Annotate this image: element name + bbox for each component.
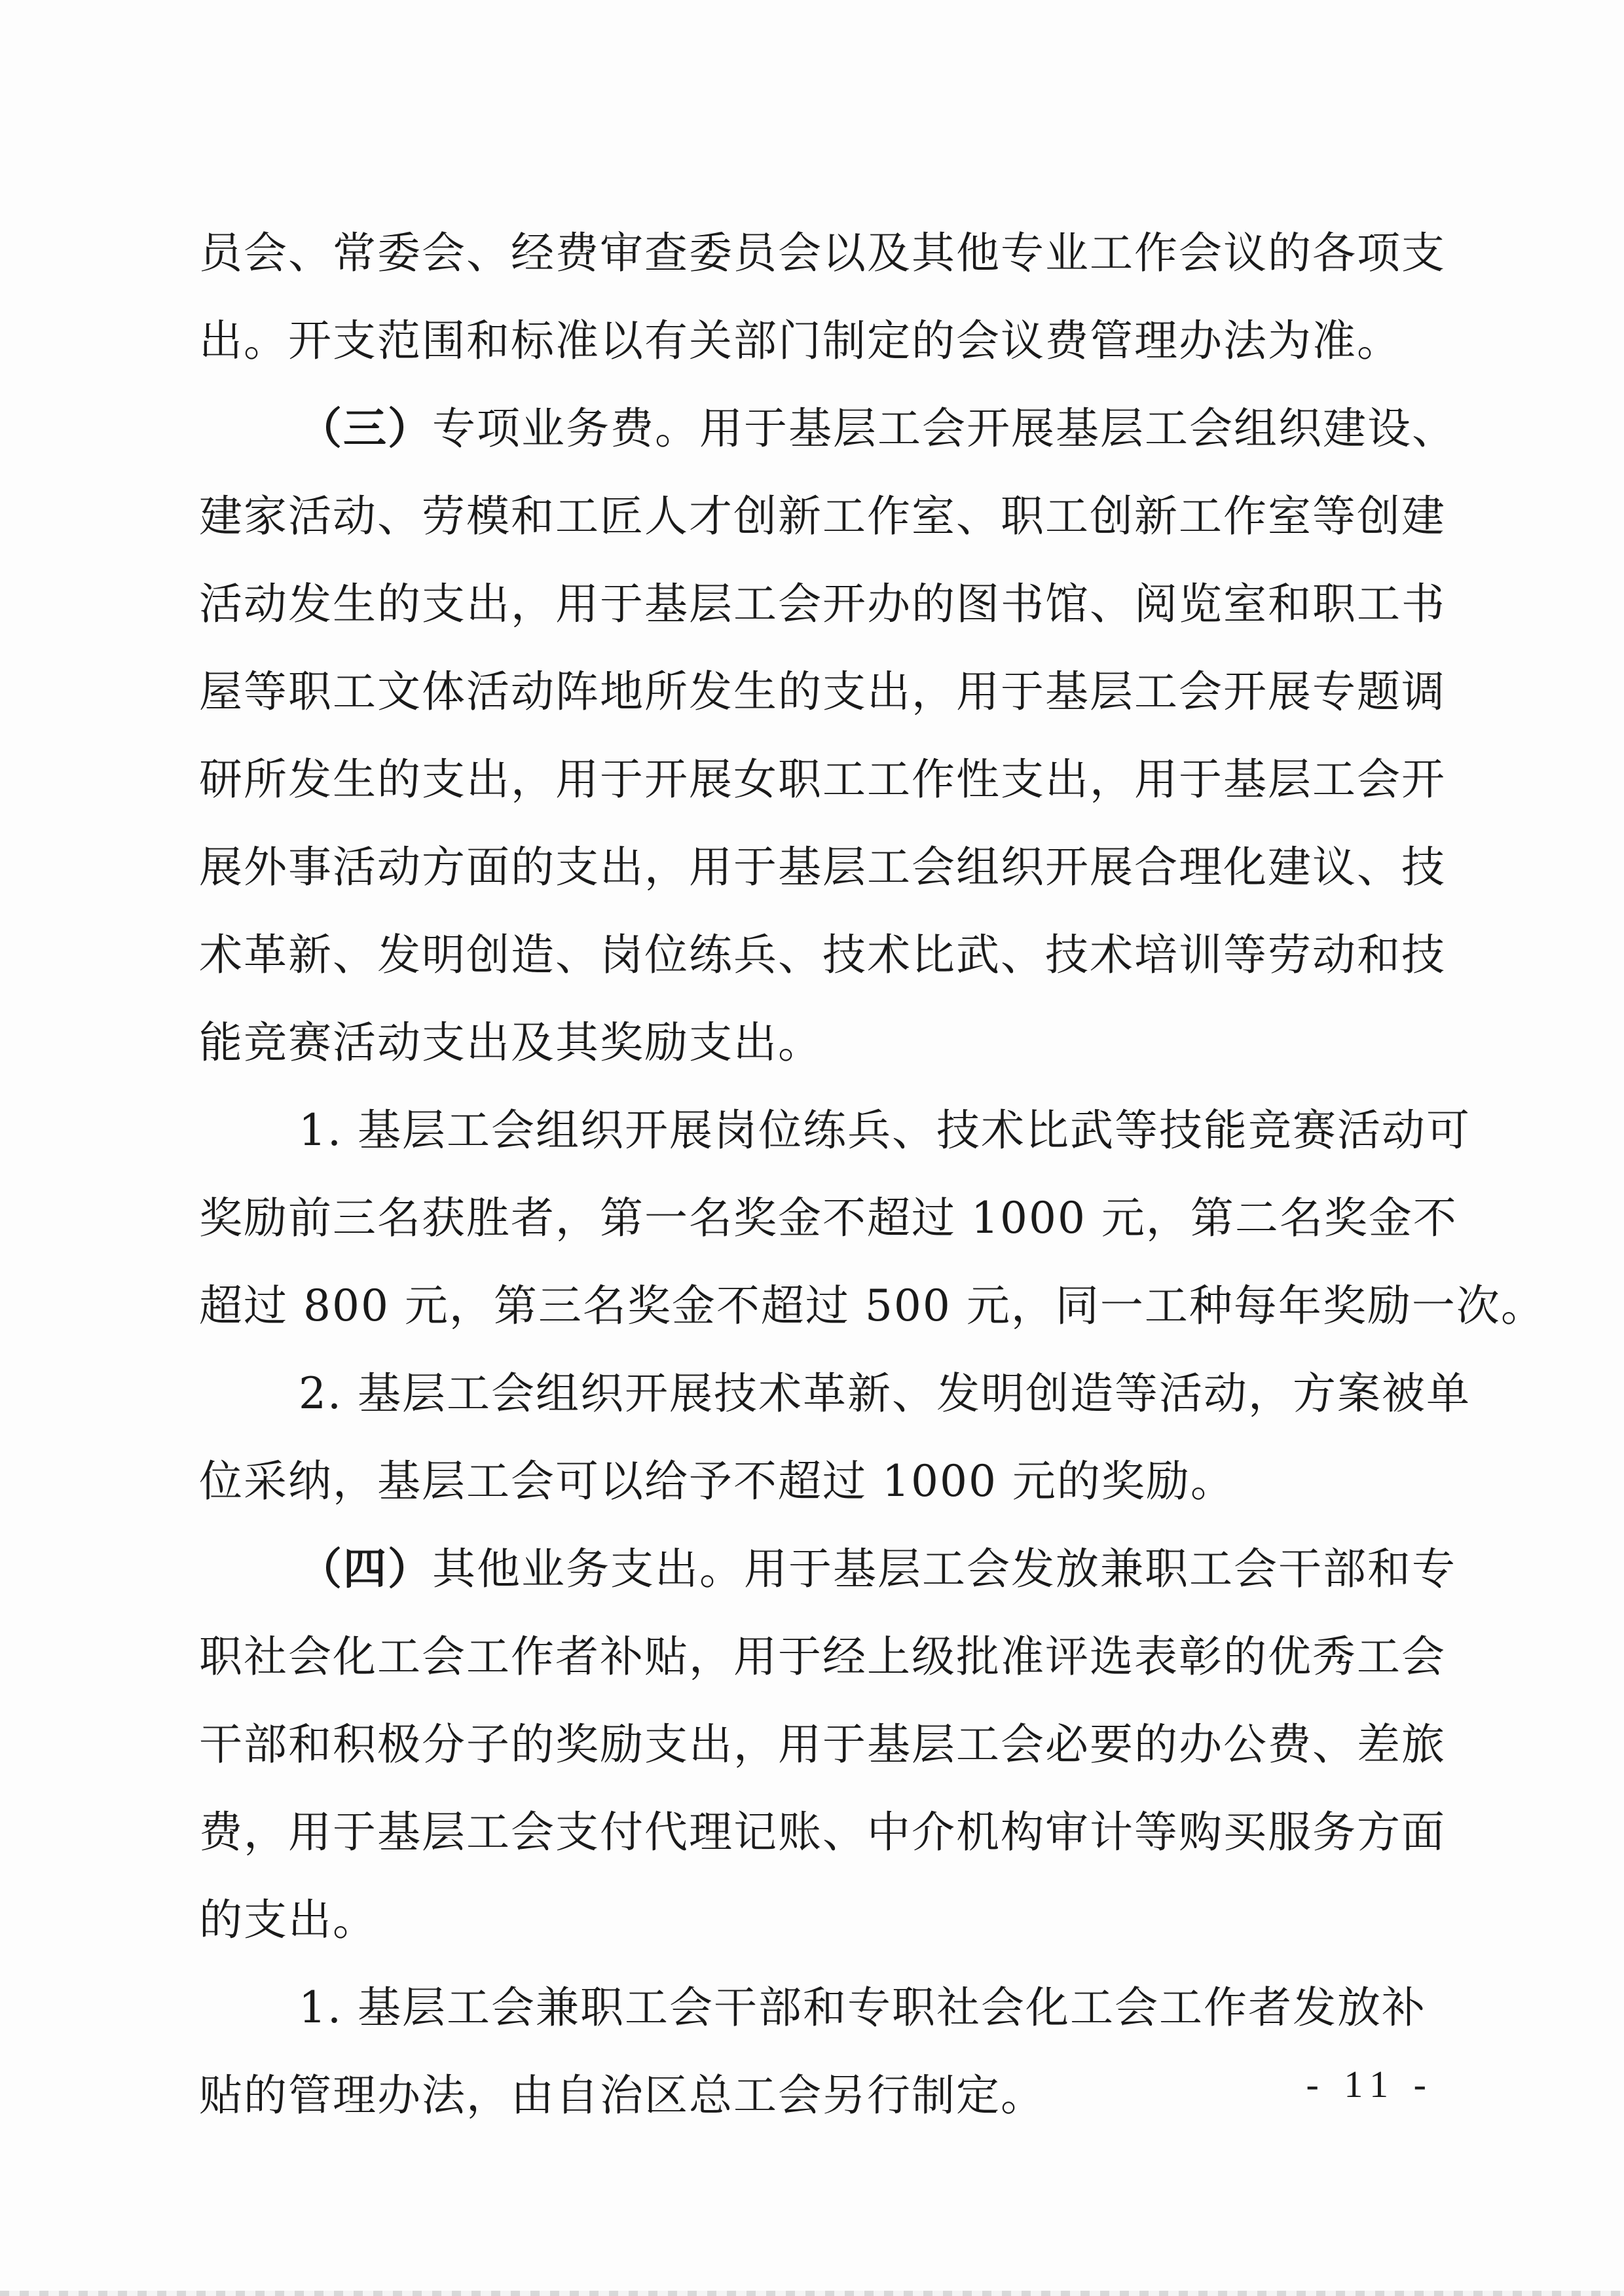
section-4-text: 其他业务支出。用于基层工会发放兼职工会干部和专	[432, 1544, 1456, 1594]
page-number: - 11 -	[1306, 2063, 1434, 2105]
body-text	[199, 210, 1545, 2140]
item-2-line: 2. 基层工会组织开展技术革新、发明创造等活动，方案被单	[299, 1368, 1471, 1419]
paragraph-line: 员会、常委会、经费审查委员会以及其他专业工作会议的各项支	[199, 228, 1446, 278]
paragraph-line: 干部和积极分子的奖励支出，用于基层工会必要的办公费、差旅	[199, 1719, 1446, 1770]
section-3-first-line	[199, 385, 1456, 473]
item-1-line: 1. 基层工会组织开展岗位练兵、技术比武等技能竞赛活动可	[299, 1105, 1471, 1156]
paragraph-line: 术革新、发明创造、岗位练兵、技术比武、技术培训等劳动和技	[199, 930, 1446, 980]
paragraph-line: 研所发生的支出，用于开展女职工工作性支出，用于基层工会开	[199, 754, 1446, 805]
paragraph-line: 费，用于基层工会支付代理记账、中介机构审计等购买服务方面	[199, 1807, 1446, 1857]
section-4-number: （四）	[299, 1544, 432, 1594]
paragraph-line: 职社会化工会工作者补贴，用于经上级批准评选表彰的优秀工会	[199, 1631, 1446, 1682]
paragraph-line: 建家活动、劳模和工匠人才创新工作室、职工创新工作室等创建	[199, 491, 1446, 541]
item-1-line: 1. 基层工会兼职工会干部和专职社会化工会工作者发放补	[299, 1982, 1426, 2033]
paragraph-line: 展外事活动方面的支出，用于基层工会组织开展合理化建议、技	[199, 842, 1446, 892]
paragraph-line: 奖励前三名获胜者，第一名奖金不超过 1000 元，第二名奖金不	[199, 1193, 1458, 1243]
section-3-text: 专项业务费。用于基层工会开展基层工会组织建设、	[432, 403, 1456, 454]
paragraph-line: 能竞赛活动支出及其奖励支出。	[199, 1017, 822, 1068]
paragraph-line: 位采纳，基层工会可以给予不超过 1000 元的奖励。	[199, 1456, 1235, 1506]
paragraph-line: 的支出。	[199, 1895, 377, 1945]
paragraph-line: 贴的管理办法，由自治区总工会另行制定。	[199, 2070, 1045, 2121]
paragraph-line: 活动发生的支出，用于基层工会开办的图书馆、阅览室和职工书	[199, 579, 1446, 629]
section-3-number: （三）	[299, 403, 432, 454]
scan-edge-divider	[0, 2291, 1624, 2296]
paragraph-line: 超过 800 元，第三名奖金不超过 500 元，同一工种每年奖励一次。	[199, 1281, 1545, 1331]
section-4-first-line	[199, 1525, 1456, 1613]
paragraph-line: 屋等职工文体活动阵地所发生的支出，用于基层工会开展专题调	[199, 666, 1446, 717]
paragraph-line: 出。开支范围和标准以有关部门制定的会议费管理办法为准。	[199, 316, 1401, 366]
